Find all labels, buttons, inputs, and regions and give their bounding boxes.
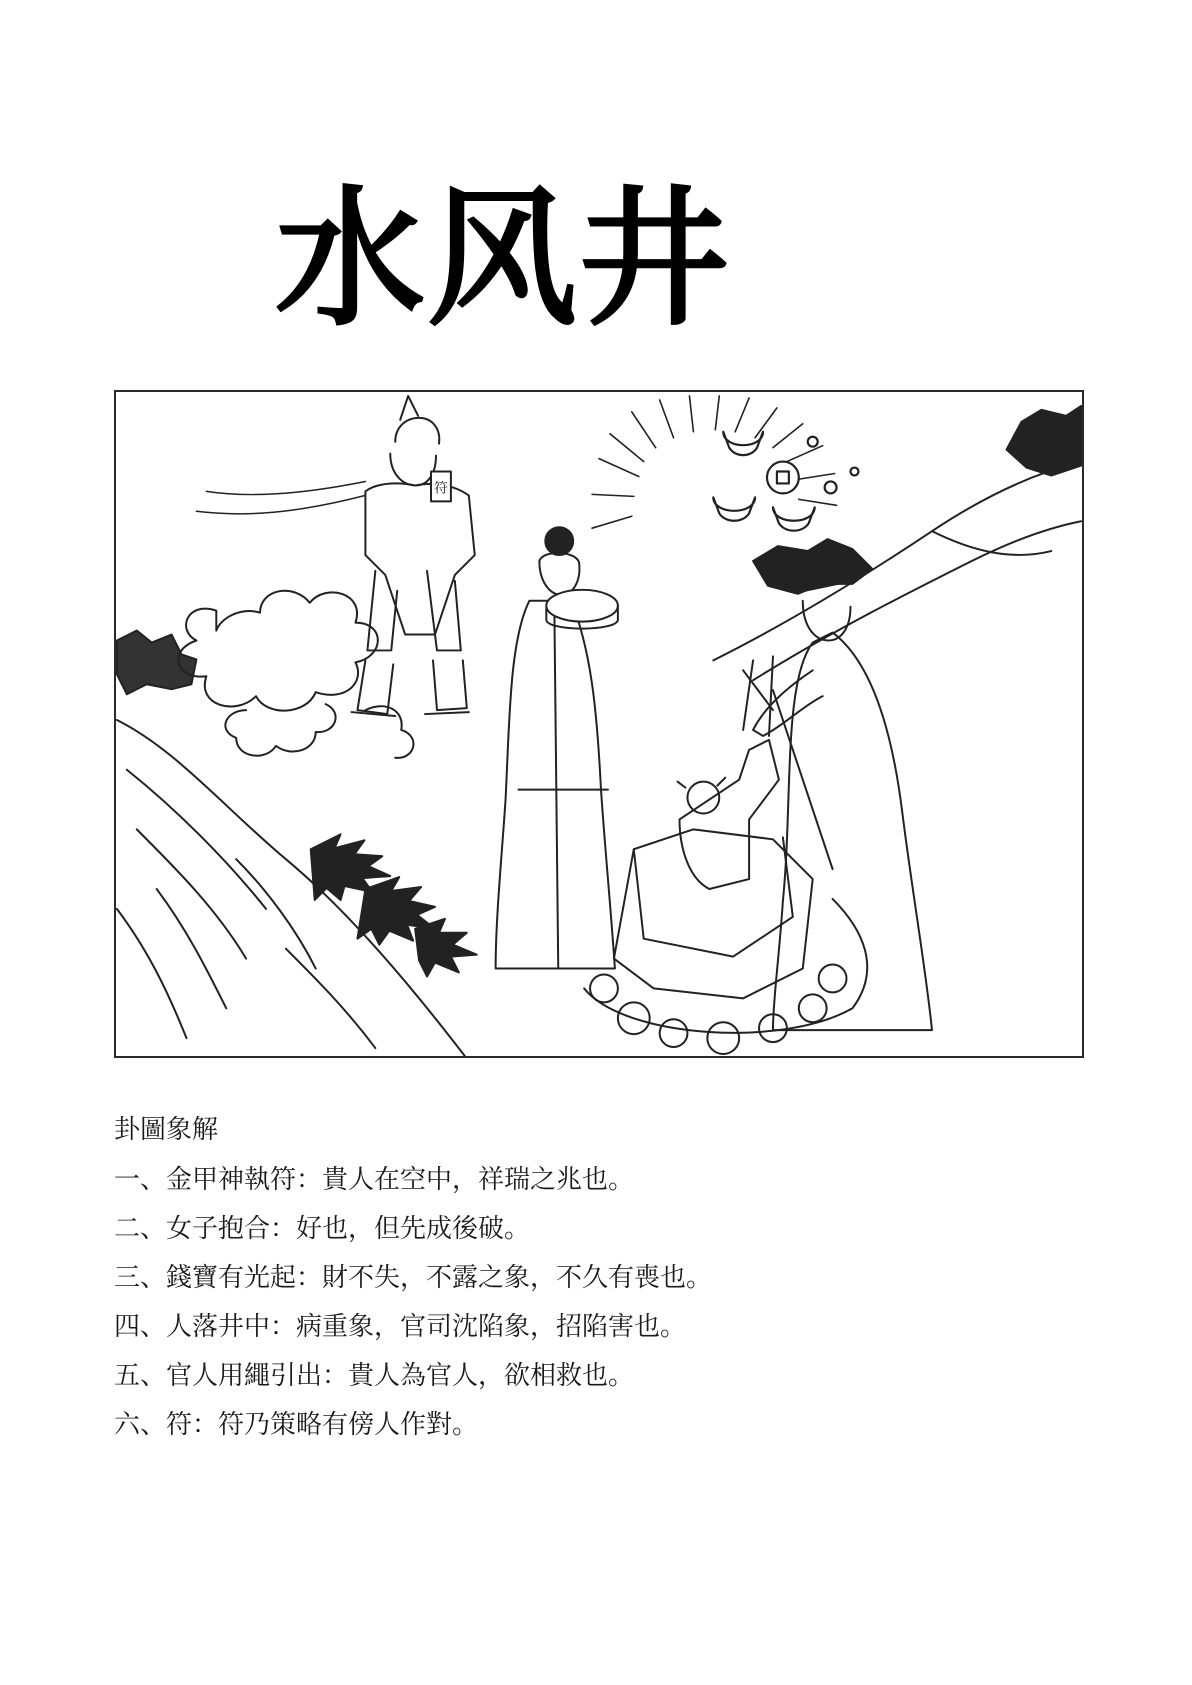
item-number: 四、	[114, 1312, 167, 1342]
interpretation-section	[114, 1112, 712, 1456]
treasure-ingots	[713, 432, 858, 531]
list-item	[114, 1211, 712, 1247]
stone-well	[584, 829, 867, 1054]
item-number: 三、	[114, 1263, 167, 1293]
right-tree	[713, 406, 1081, 680]
list-item	[114, 1358, 712, 1394]
item-text: 人落井中：病重象，官司沈陷象，招陷害也。	[166, 1312, 687, 1342]
item-number: 六、	[114, 1410, 167, 1440]
left-hillside	[117, 631, 465, 1056]
list-item	[114, 1162, 712, 1198]
golden-armor-deity	[178, 396, 474, 758]
list-item	[114, 1407, 712, 1443]
child-in-well	[678, 656, 779, 889]
item-number: 二、	[114, 1214, 167, 1244]
interpretation-heading: 卦圖象解	[114, 1115, 219, 1145]
interpretation-list	[114, 1162, 712, 1443]
illustration-drawing	[116, 392, 1082, 1056]
list-item	[114, 1260, 712, 1296]
item-number: 一、	[114, 1165, 167, 1195]
list-item	[114, 1309, 712, 1345]
woman-holding-box	[496, 527, 618, 968]
hexagram-illustration	[114, 390, 1084, 1058]
item-text: 錢寶有光起：財不失，不露之象，不久有喪也。	[166, 1263, 713, 1293]
talisman-text: 符	[433, 480, 448, 497]
item-number: 五、	[114, 1361, 167, 1391]
item-text: 女子抱合：好也，但先成後破。	[166, 1214, 531, 1244]
item-text: 金甲神執符：貴人在空中，祥瑞之兆也。	[166, 1165, 635, 1195]
page-title: 水风井	[275, 173, 732, 347]
radiant-sun	[592, 396, 837, 528]
item-text: 官人用繩引出：貴人為官人，欲相救也。	[166, 1361, 635, 1391]
item-text: 符：符乃策略有傍人作對。	[166, 1410, 479, 1440]
